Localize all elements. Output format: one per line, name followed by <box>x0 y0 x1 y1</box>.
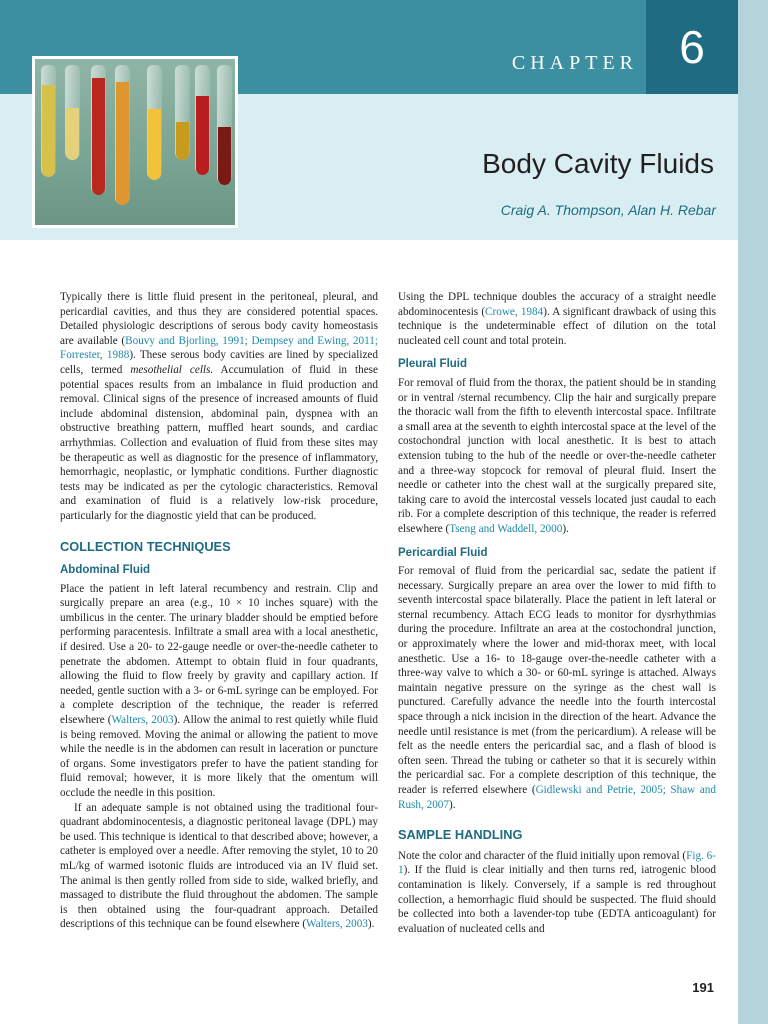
heading-collection-techniques: COLLECTION TECHNIQUES <box>60 538 231 554</box>
tube-fluid <box>116 82 129 205</box>
test-tube <box>115 65 130 205</box>
pleural-paragraph: For removal of fluid from the thorax, the patient should be in standing or in ventral /sternal recumbency. Clip the hair and surgically prepare the thoracic wall from the fifth to eleventh intercostal space. Infiltrate a small area at the seventh to eighth intercostal space at the level of the costochondral junction with local anesthetic. It is best to attach extension tubing to the hub of the needle or over-the-needle catheter and a three-way stopcock for removal of pleural fluid. Insert the needle or catheter into the chest wall at the surgically prepared site, taking care to avoid the intercostal vessels located just caudal to each rib. For a complete description of this technique, the reader is referred elsewhere (Tseng and Waddell, 2000). <box>398 376 716 535</box>
chapter-title: Body Cavity Fluids <box>482 148 714 179</box>
test-tube <box>175 65 190 160</box>
right-column <box>398 290 716 936</box>
citation-link[interactable]: Gidlewski and Petrie, 2005; Shaw and Rush, 2007 <box>398 784 716 811</box>
chapter-header <box>0 0 768 240</box>
heading-pleural-fluid: Pleural Fluid <box>398 358 468 371</box>
heading-pericardial-fluid: Pericardial Fluid <box>398 546 488 559</box>
chapter-label: CHAPTER <box>511 52 638 74</box>
pericardial-paragraph: For removal of fluid from the pericardial sac, sedate the patient if necessary. Surgically prepare an area over the lower to mid fifth to seventh intercostal space bilaterally. Place the patient in left lateral or sternal recumbency. Attach ECG leads to monitor for dysrhythmias during the procedure. Infiltrate an area at the costochondral junction, or approximately where the lower and mid-thorax meet, with local anesthetic. Use a 16- to 18-gauge over-the-needle catheter with a three-way valve to which a 30- or 60-mL syringe is attached. Always maintain negative pressure on the syringe as the chest wall is punctured. Carefully advance the needle into the fourth intercostal space through a nick incision in the direction of the heart. Advance the needle until resistance is met (from the pericardium). A release will be felt as the needle enters the pericardial sac, and a flash of blood is often seen. Thread the tubing or catheter so that it is securely within the pericardial sac. For a complete description of this technique, the reader is referred elsewhere (Gidlewski and Petrie, 2005; Shaw and Rush, 2007). <box>398 565 716 811</box>
abdominal-paragraph-2: If an adequate sample is not obtained using the traditional four-quadrant abdominocentesis, a diagnostic peritoneal lavage (DPL) may be used. This technique is identical to that described above; however, a catheter is employed over a needle. After removing the stylet, 10 to 20 mL/kg of warmed isotonic fluids are introduced via an IV fluid set. The animal is then gently rolled from side to side, walked briefly, and massaged to distribute the fluid throughout the abdomen. The sample is then obtained using the four-quadrant approach. Detailed descriptions of this technique can be found elsewhere (Walters, 2003). <box>60 801 378 931</box>
abdominal-paragraph-1: Place the patient in left lateral recumbency and restrain. Clip and surgically prepare an area (e.g., 10 × 10 inches square) with the umbilicus in the center. The urinary bladder should be emptied before performing paracentesis. Infiltrate a small area with a local anesthetic, if desired. Use a 20- to 22-gauge needle or over-the-needle catheter to penetrate the abdomen. Attempt to obtain fluid in four quadrants, allowing the fluid to flow freely by gravity and capillary action. If needed, gentle suction with a 3- or 6-mL syringe can be employed. For a complete description of the technique, the reader is referred elsewhere (Walters, 2003). Allow the animal to rest quietly while fluid is being removed. Moving the animal or allowing the patient to move while the needle is in the abdomen can result in laceration or puncture of organs. Some investigators prefer to have the patient standing for fluid removal; however, it is more likely that the omentum will occlude the needle in this position. <box>60 582 378 799</box>
citation-link[interactable]: Tseng and Waddell, 2000 <box>449 522 563 535</box>
left-column <box>60 290 378 932</box>
page-number: 191 <box>692 980 714 995</box>
sample-handling-paragraph: Note the color and character of the fluid initially upon removal (Fig. 6-1). If the fluid is clear initially and then turns red, iatrogenic blood contamination is likely. Conversely, if a sample is red throughout collection, a hemorrhagic fluid should be suspected. The fluid should be collected into both a lavender-top tube (EDTA anticoagulant) for evaluation of nucleated cells and <box>398 849 716 935</box>
heading-abdominal-fluid: Abdominal Fluid <box>60 564 151 577</box>
side-strip <box>738 0 768 1024</box>
chapter-number-box <box>646 0 738 94</box>
citation-link[interactable]: Crowe, 1984 <box>485 305 544 318</box>
citation-link[interactable]: Walters, 2003 <box>111 714 174 727</box>
dpl-paragraph: Using the DPL technique doubles the accuracy of a straight needle abdominocentesis (Crowe, 1984). A significant drawback of using this technique is the undeterminable effect of dilution on the total nucleated cell count and total protein. <box>398 291 716 347</box>
intro-paragraph: Typically there is little fluid present in the peritoneal, pleural, and pericardial cavities, and thus they are considered potential spaces. Detailed physiologic descriptions of serous body cavity homeostasis are available (Bouvy and Bjorling, 1991; Dempsey and Ewing, 2011; Forrester, 1988). These serous body cavities are lined by specialized cells, termed mesothelial cells. Accumulation of fluid in these potential spaces results from an imbalance in fluid production and removal. Clinical signs of the presence of increased amounts of fluid include abdominal distension, abdominal pain, dyspnea with an obstructive breathing pattern, muffled heart sounds, and cardiac arrhythmias. Collection and evaluation of fluid from these sites may be therapeutic as well as diagnostic for the presence of inflammatory, hemorrhagic, neoplastic, or lymphatic conditions. Further diagnostic tests may be indicated as per the cytologic characteristics. Removal and examination of fluid is a relatively low-risk procedure, particularly for the diagnostic yield that can be produced. <box>60 291 378 522</box>
citation-link[interactable]: Bouvy and Bjorling, 1991; Dempsey and Ewing, 2011; Forrester, 1988 <box>60 334 378 362</box>
test-tube <box>65 65 80 160</box>
chapter-authors: Craig A. Thompson, Alan H. Rebar <box>500 202 716 218</box>
citation-link[interactable]: Walters, 2003 <box>306 918 368 931</box>
figure-link[interactable]: Fig. 6-1 <box>398 849 716 877</box>
chapter-number: 6 <box>679 21 705 73</box>
heading-sample-handling: SAMPLE HANDLING <box>398 827 523 843</box>
